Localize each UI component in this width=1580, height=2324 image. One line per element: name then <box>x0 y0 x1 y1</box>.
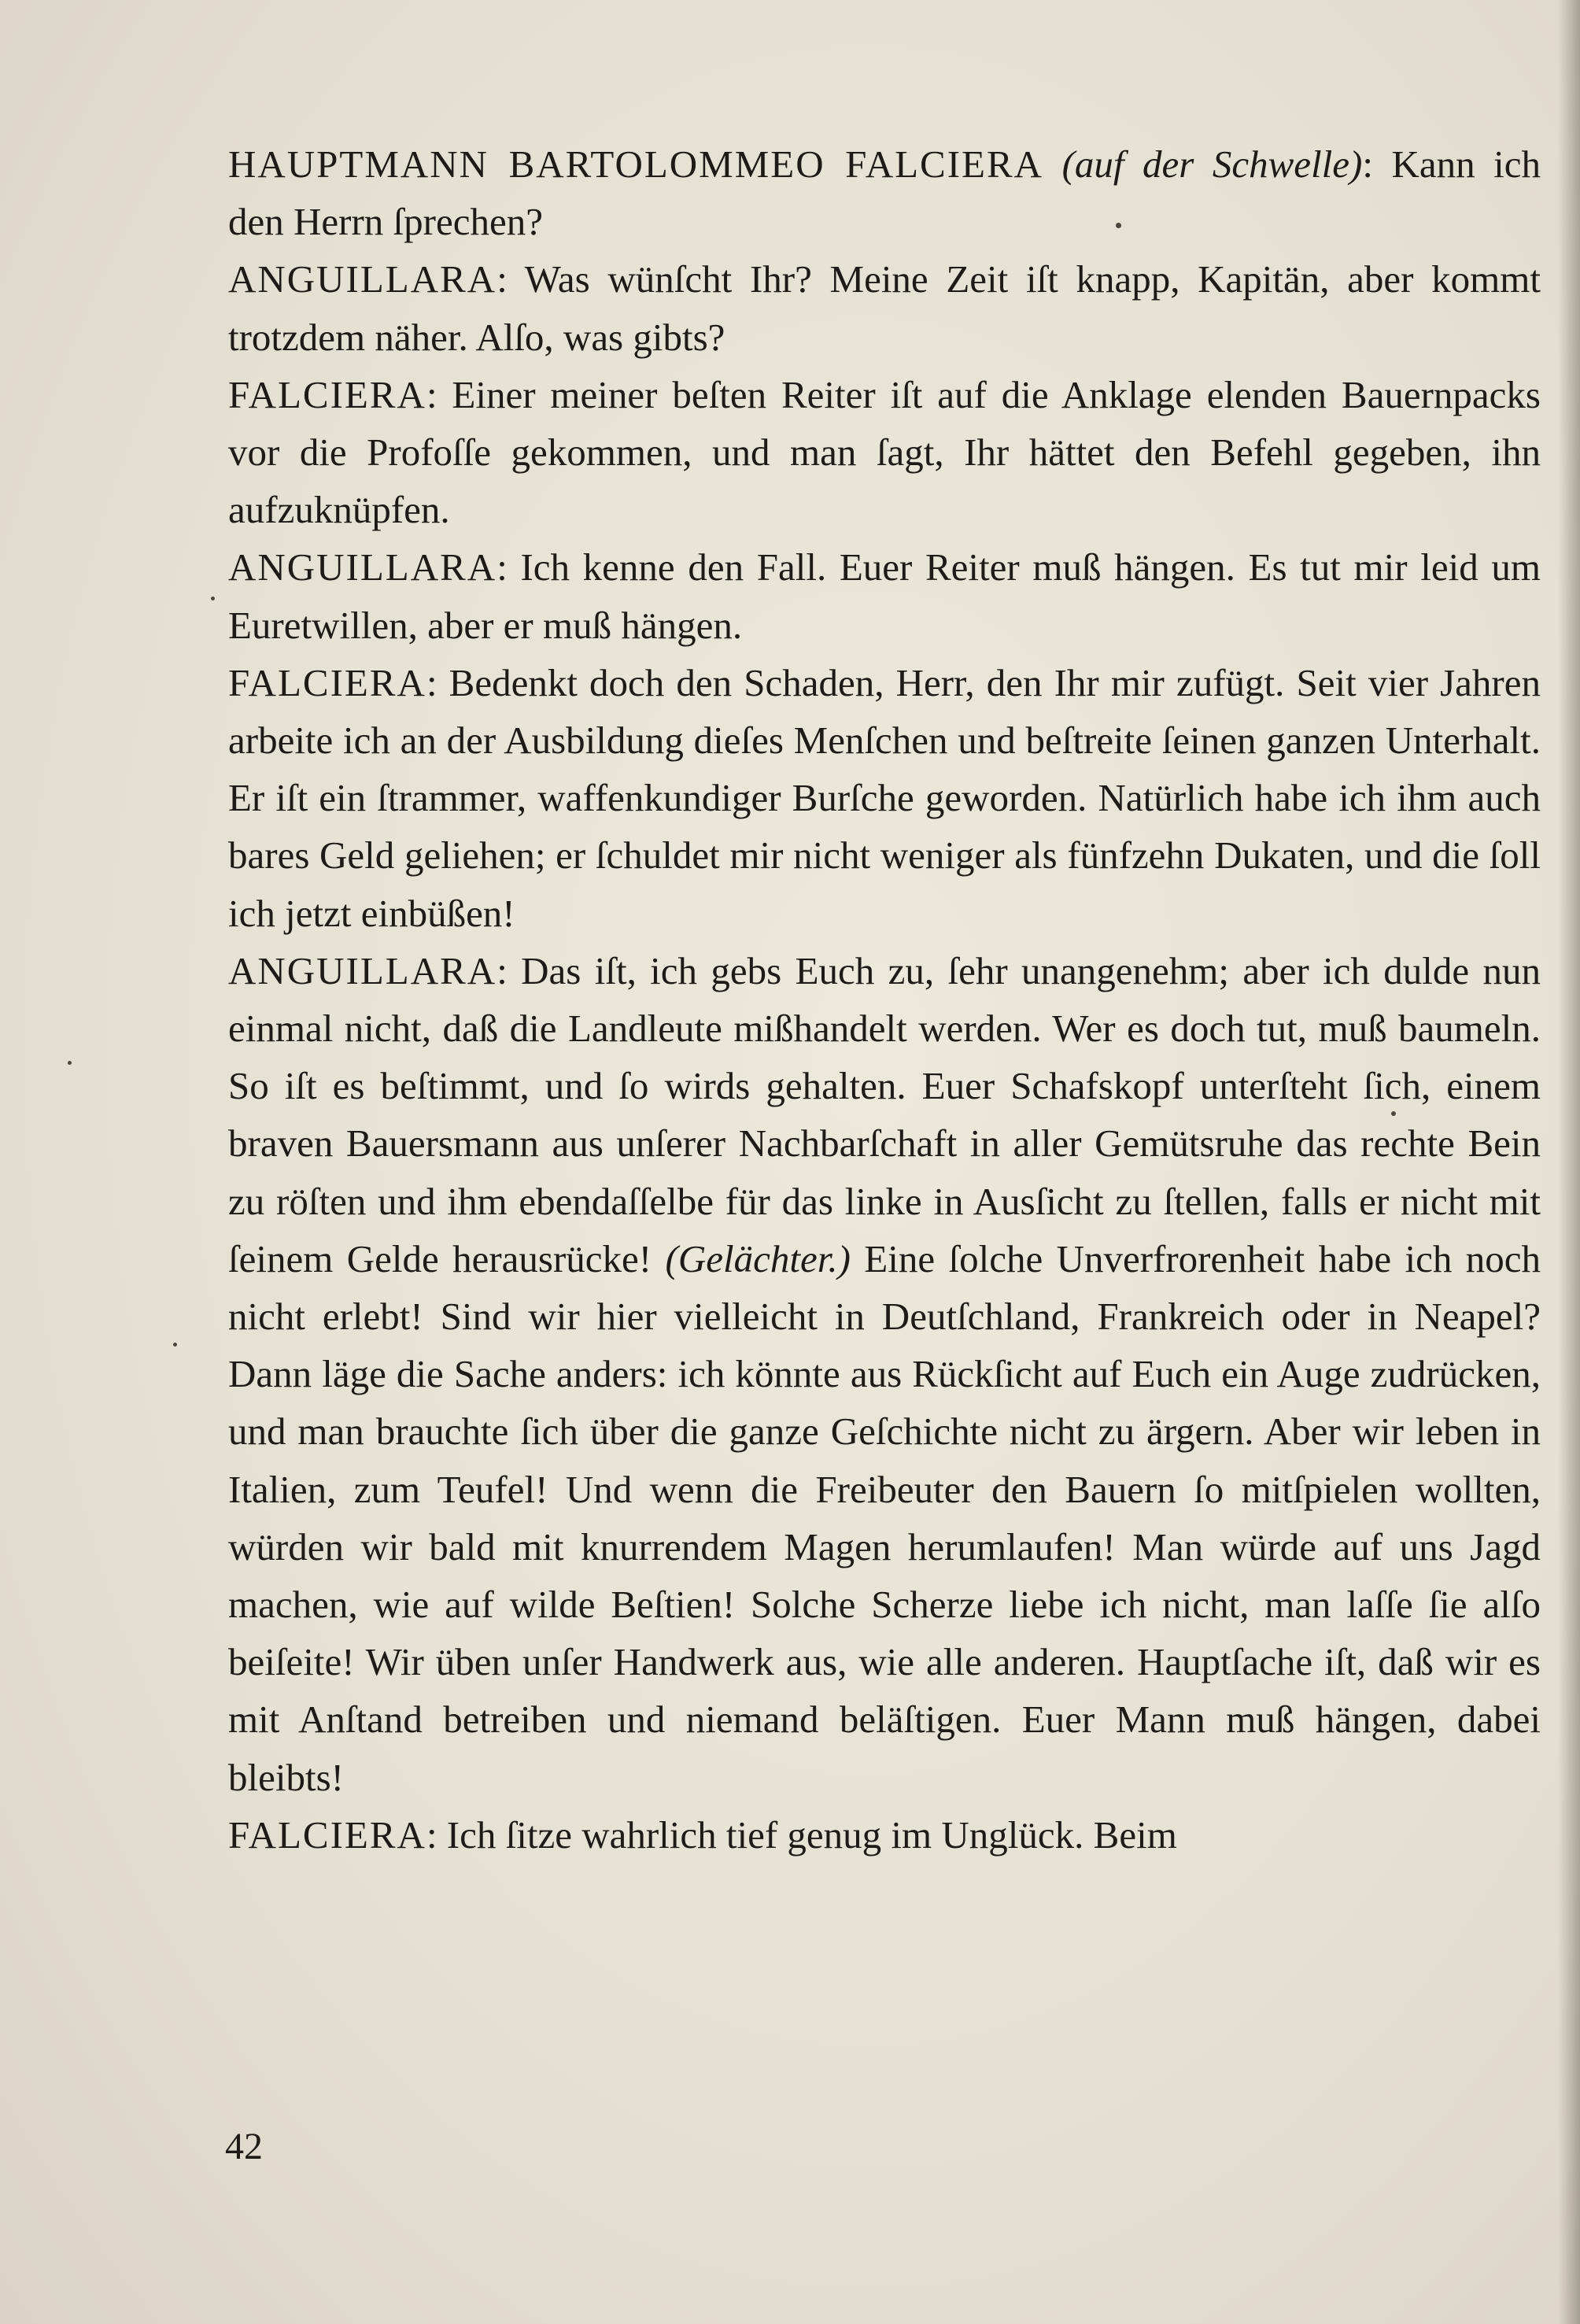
paragraph <box>228 366 1541 539</box>
paragraph <box>228 250 1541 365</box>
speech-text: : Das iſt, ich gebs Euch zu, ſehr unangenehm; aber ich dulde nun einmal nicht, daß die Landleute mißhandelt werden. Wer es doch tut, muß baumeln. So iſt es beſtimmt, und ſo wirds gehalten. Euer Schafskopf unterſteht ſich, einem braven Bauersmann aus unſerer Nachbarſchaft in aller Gemütsruhe das rechte Bein zu röſten und ihm ebendaſſelbe für das linke in Ausſicht zu ſtellen, falls er nicht mit ſeinem Gelde herausrücke! <box>228 948 1541 1280</box>
stage-direction: (auf der Schwelle) <box>1061 142 1363 186</box>
speech-text: : Was wünſcht Ihr? Meine Zeit iſt knapp, Kapitän, aber kommt trotzdem näher. Alſo, was gibts? <box>228 257 1541 359</box>
paragraph <box>228 1806 1541 1864</box>
speaker-name: HAUPTMANN BARTOLOMMEO FALCIERA <box>228 142 1044 186</box>
speaker-name: ANGUILLARA <box>228 257 497 301</box>
speech-text: : Einer meiner beſten Reiter iſt auf die Anklage elenden Bauernpacks vor die Profoſſe gekommen, und man ſagt, Ihr hättet den Befehl gegeben, ihn aufzuknüpfen. <box>228 372 1541 532</box>
paragraph <box>228 654 1541 942</box>
page-edge-shadow <box>1558 0 1580 2324</box>
paragraph <box>228 135 1541 250</box>
speech-text: Eine ſolche Unverfrorenheit habe ich noch nicht erlebt! Sind wir hier vielleicht in Deutſchland, Frankreich oder in Neapel? Dann läge die Sache anders: ich könnte aus Rückſicht auf Euch ein Auge zudrücken, und man brauchte ſich über die ganze Geſchichte nicht zu ärgern. Aber wir leben in Italien, zum Teufel! Und wenn die Freibeuter den Bauern ſo mitſpielen wollten, würden wir bald mit knurrendem Magen herumlaufen! Man würde auf uns Jagd machen, wie auf wilde Beſtien! Solche Scherze liebe ich nicht, man laſſe ſie alſo beiſeite! Wir üben unſer Handwerk aus, wie alle anderen. Hauptſache iſt, daß wir es mit Anſtand betreiben und niemand beläſtigen. Euer Mann muß hängen, dabei bleibts! <box>228 1236 1541 1799</box>
dust-speck <box>173 1343 177 1347</box>
speaker-name: FALCIERA <box>228 372 426 416</box>
speaker-name: FALCIERA <box>228 660 426 704</box>
speaker-name: ANGUILLARA <box>228 948 497 992</box>
speaker-name: ANGUILLARA <box>228 545 497 589</box>
paragraph <box>228 538 1541 653</box>
drama-text <box>228 135 1541 1864</box>
page-number: 42 <box>225 2126 263 2167</box>
speech-text: : Ich ſitze wahrlich tief genug im Unglück. Beim <box>426 1812 1177 1857</box>
dust-speck <box>68 1061 72 1065</box>
speech-text: : Kann ich den Herrn ſprechen? <box>228 142 1541 244</box>
stage-direction: (Gelächter.) <box>665 1236 851 1280</box>
paragraph <box>228 942 1541 1806</box>
speech-text: : Bedenkt doch den Schaden, Herr, den Ihr mir zufügt. Seit vier Jahren arbeite ich an der Ausbildung dieſes Menſchen und beſtreite ſeinen ganzen Unterhalt. Er iſt ein ſtrammer, waffenkundiger Burſche geworden. Natürlich habe ich ihm auch bares Geld geliehen; er ſchuldet mir nicht weniger als fünfzehn Dukaten, und die ſoll ich jetzt einbüßen! <box>228 660 1541 935</box>
speech-text: : Ich kenne den Fall. Euer Reiter muß hängen. Es tut mir leid um Euretwillen, aber er muß hängen. <box>228 545 1541 647</box>
speaker-name: FALCIERA <box>228 1812 426 1857</box>
dust-speck <box>211 597 215 600</box>
